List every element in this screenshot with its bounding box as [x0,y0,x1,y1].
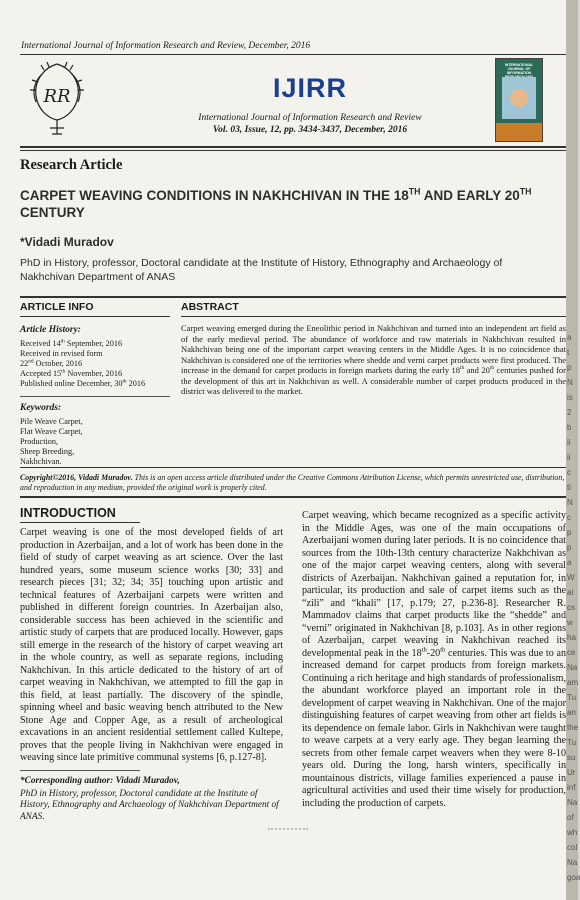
edge-fragment: su [567,753,576,762]
journal-cover-thumbnail [495,58,543,142]
edge-fragment: Tu [567,693,577,702]
edge-fragment: 2 [567,408,572,417]
edge-fragment: Na [567,663,578,672]
history-rule [20,396,170,397]
edge-fragment: ii [567,438,571,447]
copyright-top-rule [20,467,566,468]
keywords-list [20,417,170,467]
edge-fragment: c [567,468,571,477]
page-ornament [268,828,308,830]
copyright-bottom-rule [20,496,566,498]
adjacent-page-edge [566,0,578,900]
edge-fragment: b [567,423,572,432]
keywords-heading: Keywords: [20,403,62,413]
edge-fragment: t [567,348,570,357]
introduction-right-column: Carpet weaving, which became recognized as a specific activity in the Middle Ages, was one of the main occupations of Azerbaijani women during later periods. It is no coincidence that sources from the 10th-13th century characterize Nakhchivan as one of the major carpet weaving centers, along with several districts of Azerbaijan. Nakhchivan gained a reputation for, in particular, its production and sale of carpet items such as the “zili” and “khali” [17, p.179; 27, p.236-8]. Researcher R. Mammadov claims that carpet products like the “shedde” and “verni” originated in Nakhchivan [8, p.103]. As in other regions of Azerbaijan, carpet weaving in Nakhchivan reached its developmental peak in the 18th-20th centuries. This was due to an increased demand for carpet products from foreign markets. Continuing a rich heritage and high standards of professionalism, the abundant workforce played an important role in the development of carpet weaving in Nakhchivan. One of the major distinguishing features of carpet weaving from other art fields is its dependence on female labor. Girls in Nakhchivan were taught to weave carpets at a very early age. They began learning the secrets from other female carpet weavers when they were 8-10 years old. During the long, harsh winters, specifically in mountainous districts, village families experienced a pause in agricultural activities and used their time wisely for production, including the production of carpets. [302,510,566,809]
edge-fragment: a [567,558,572,567]
edge-fragment: Na [567,858,578,867]
journal-volume: Vol. 03, Issue, 12, pp. 3434-3437, December, 2016 [212,125,408,135]
edge-fragment: of [567,813,574,822]
edge-fragment: c [567,513,571,522]
edge-fragment: wh [567,828,578,837]
adjacent-page-fragments [566,330,578,885]
introduction-underline [20,522,140,523]
keyword: Pile Weave Carpet, [20,417,83,426]
logo-letters: RR [43,86,71,107]
edge-fragment: Na [567,798,578,807]
edge-fragment: a [567,333,572,342]
edge-fragment: goa [567,873,580,882]
edge-fragment: cs [567,603,575,612]
corresponding-author-details: PhD in History, professor, Doctoral candidate at the Institute of History, Ethnography and Archaeology of Nakhchivan Department of ANAS. [20,789,279,822]
edge-fragment: an [567,708,576,717]
edge-fragment: am [567,678,579,687]
revised-label: Received in revised form [20,349,103,358]
edge-fragment: the [567,723,579,732]
keyword: Flat Weave Carpet, [20,427,83,436]
edge-fragment: p [567,363,572,372]
edge-fragment: ii [567,453,571,462]
edge-fragment: N [567,498,573,507]
footnote-rule [20,770,140,771]
keyword: Sheep Breeding, [20,447,75,456]
journal-seal-logo [24,58,90,140]
journal-subtitle [150,112,470,136]
header-rule-bottom [20,146,566,148]
article-info-rule [20,316,170,317]
revised-date: 22nd October, 2016 [20,358,83,368]
edge-fragment: ha [567,633,576,642]
edge-fragment: is [567,393,573,402]
cover-bar [496,123,542,141]
journal-brand: IJIRR [272,73,348,103]
published-date: Published online December, 30th 2016 [20,378,146,388]
edge-fragment: Tu [567,738,577,747]
article-history-heading: Article History: [20,325,81,335]
info-top-rule [20,296,566,298]
edge-fragment: col [567,843,578,852]
edge-fragment: ai [567,588,574,597]
header-rule-bottom-thin [20,150,566,151]
article-type: Research Article [20,157,123,173]
abstract-heading: ABSTRACT [181,301,239,313]
introduction-left-column: Carpet weaving is one of the most developed fields of art production in Azerbaijan, and a lot of work has been done in the field of study of carpet weaving as art science. Over the last hundred years, some museum science works [30; 33] and research pieces [31; 32; 34; 35] touching upon artistic and technical features of Azerbaijani carpets were written and published in different foreign countries. In Azerbaijan also, considerable success has been achieved in the scientific and artistic study of carpets that are produced locally. However, gaps still emerge in the research of the history of carpet weaving art in the whole country, as well as separate regions, including Nakhchivan. In this article dedicated to the history of art of carpet weaving in Nakhchivan, we attempted to fill the gap in this field, at least partially. The discovery of the spindle, spinning wheel and basic weaving bench attributed to the New Stone Age and Copper Age, as a result of archeological excavations in an ancient residential settlement called Kultepe, proves that the people living in Nakhchivan were engaged in weaving since late primitive communal systems [6, p.127-8]. [20,527,283,763]
header-rule [20,54,566,55]
edge-fragment: p [567,528,572,537]
corresponding-author-heading: *Corresponding author: Vidadi Muradov, [20,776,180,786]
edge-fragment: ce [567,648,576,657]
edge-fragment: Ur [567,768,576,777]
keyword: Nakhchivan. [20,457,62,466]
article-title: CARPET WEAVING CONDITIONS IN NAKHCHIVAN IN THE 18TH AND EARLY 20TH CENTURY [20,186,532,220]
edge-fragment: inf [567,783,576,792]
edge-fragment: w [567,618,573,627]
author-name: *Vidadi Muradov [20,235,114,249]
edge-fragment: W [567,573,575,582]
author-affiliation: PhD in History, professor, Doctoral candidate at the Institute of History, Ethnography and Archaeology of Nakhchivan Department of ANAS [20,257,503,283]
cover-title: INTERNATIONAL JOURNAL OF INFORMATION [504,63,534,75]
cover-image [502,77,536,119]
keyword: Production, [20,437,58,446]
journal-header: International Journal of Information Research and Review, December, 2016 [21,41,311,51]
accepted-date: Accepted 15th November, 2016 [20,368,123,378]
journal-full-name: International Journal of Information Research and Review [198,113,422,123]
article-info-heading: ARTICLE INFO [20,301,94,313]
edge-fragment: p [567,543,572,552]
abstract-text: Carpet weaving emerged during the Eneolithic period in Nakhchivan and turned into an independent art field as of the early medieval period. The abundance of workforce and raw materials in Nakhchivan resulted in Nakhchivan being one of the important carpet weaving centers in the Middle Ages. It is no coincidence that Nakhchivan is considered one of the territories where shedde and verni carpet products were first produced. The increase in the demand for carpet products in foreign markets during the early 18th and 20th centuries pushed for the development of this art in Nakhchivan as well. A considerable number of carpet products produced in the district was delivered to the market. [181,323,566,396]
edge-fragment: ti [567,483,571,492]
copyright-notice: Copyright©2016, Vidadi Muradov. This is an open access article distributed under the Creative Commons Attribution License, which permits unrestricted use, distribution, and reproduction in any medium, provided the original work is properly cited. [20,473,565,492]
edge-fragment: N [567,378,573,387]
abstract-rule [181,316,566,317]
article-history [20,339,170,389]
introduction-heading: INTRODUCTION [20,506,116,520]
received-date: Received 14th September, 2016 [20,338,123,348]
